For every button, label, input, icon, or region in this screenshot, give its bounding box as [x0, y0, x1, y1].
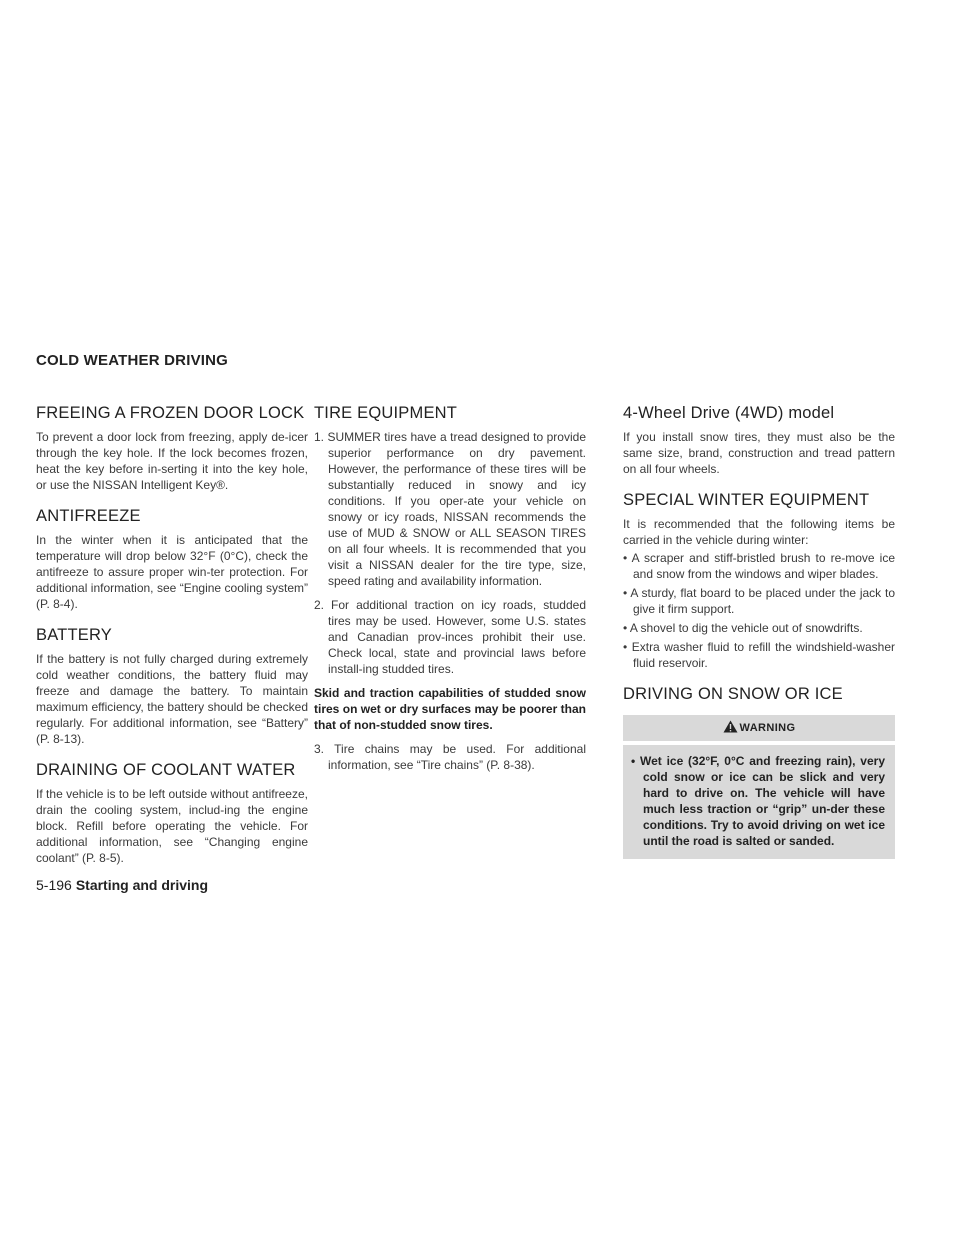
warning-header — [623, 715, 895, 741]
heading-draining-coolant: DRAINING OF COOLANT WATER — [36, 761, 296, 779]
heading-battery: BATTERY — [36, 626, 112, 644]
page-footer — [36, 877, 208, 893]
section-title: COLD WEATHER DRIVING — [36, 352, 229, 369]
heading-driving-snow-ice: DRIVING ON SNOW OR ICE — [623, 685, 843, 703]
warning-label: WARNING — [739, 722, 796, 734]
warning-text: • Wet ice (32°F, 0°C and freezing rain), very cold snow or ice can be slick and very hard to drive on. The vehicle will have much less traction or “grip” un-der these conditions. Try to avoid driving on wet ice until the road is salted or sanded. — [631, 754, 885, 848]
paragraph-antifreeze: In the winter when it is anticipated that the temperature will drop below 32°F (0°C), check the antifreeze to assure proper win-ter protection. For additional information, see “Engine cooling system” (P. 8-4). — [36, 533, 308, 611]
paragraph-battery: If the battery is not fully charged during extremely cold weather conditions, the battery fluid may freeze and damage the battery. To maintain maximum efficiency, the battery should be checked regularly. For additional information, see “Battery” (P. 8-13). — [36, 652, 308, 746]
warning-box — [623, 715, 895, 859]
tire-list — [314, 429, 586, 677]
column-3 — [623, 404, 895, 859]
paragraph-4wd-model: If you install snow tires, they must also be the same size, brand, construction and tread pattern on all four wheels. — [623, 430, 895, 476]
warning-triangle-icon — [723, 720, 740, 736]
heading-special-winter-equipment: SPECIAL WINTER EQUIPMENT — [623, 491, 870, 509]
list-item: 2. For additional traction on icy roads, studded tires may be used. However, some U.S. states and Canadian prov-inces prohibit their use. Check local, state and provincial laws before install-ing studded tires. — [314, 598, 586, 676]
list-item: • Extra washer fluid to refill the windshield-washer fluid reservoir. — [623, 640, 895, 670]
column-1 — [36, 404, 308, 866]
heading-antifreeze: ANTIFREEZE — [36, 507, 141, 525]
list-item: • A sturdy, flat board to be placed under the jack to give it firm support. — [623, 586, 895, 616]
list-item: 1. SUMMER tires have a tread designed to provide superior performance on dry pavement. However, the performance of these tires will be substantially reduced in snowy and icy conditions. If you oper-ate your vehicle on snowy or icy roads, NISSAN recommends the use of MUD & SNOW or ALL SEASON TIRES on all four wheels. It is recommended that you visit a NISSAN dealer for the tire type, size, speed rating and availability information. — [314, 430, 586, 588]
paragraph-draining-coolant: If the vehicle is to be left outside without antifreeze, drain the cooling system, includ-ing the engine block. Refill before operating the vehicle. For additional information, see “Changing engine coolant” (P. 8-5). — [36, 787, 308, 865]
chapter-title: Starting and driving — [75, 877, 209, 893]
paragraph-special-winter-equipment: It is recommended that the following items be carried in the vehicle during winter: — [623, 517, 895, 547]
heading-tire-equipment: TIRE EQUIPMENT — [314, 404, 458, 422]
tire-list-continued — [314, 741, 586, 773]
list-item: 3. Tire chains may be used. For additional information, see “Tire chains” (P. 8-38). — [314, 742, 586, 772]
heading-frozen-door-lock: FREEING A FROZEN DOOR LOCK — [36, 404, 305, 422]
heading-4wd-model: 4-Wheel Drive (4WD) model — [623, 404, 835, 422]
list-item: • A shovel to dig the vehicle out of snowdrifts. — [623, 621, 863, 635]
list-item: • A scraper and stiff-bristled brush to re-move ice and snow from the windows and wiper blades. — [623, 551, 895, 581]
column-2 — [314, 404, 586, 781]
studded-tire-note: Skid and traction capabilities of studded snow tires on wet or dry surfaces may be poorer than that of non-studded snow tires. — [314, 686, 586, 732]
page-number: 5-196 — [36, 877, 72, 893]
winter-equipment-list — [623, 550, 895, 671]
paragraph-frozen-door-lock: To prevent a door lock from freezing, apply de-icer through the key hole. If the lock becomes frozen, heat the key before in-serting it into the key hole, or use the NISSAN Intelligent Key®. — [36, 430, 308, 492]
warning-body — [623, 747, 895, 849]
